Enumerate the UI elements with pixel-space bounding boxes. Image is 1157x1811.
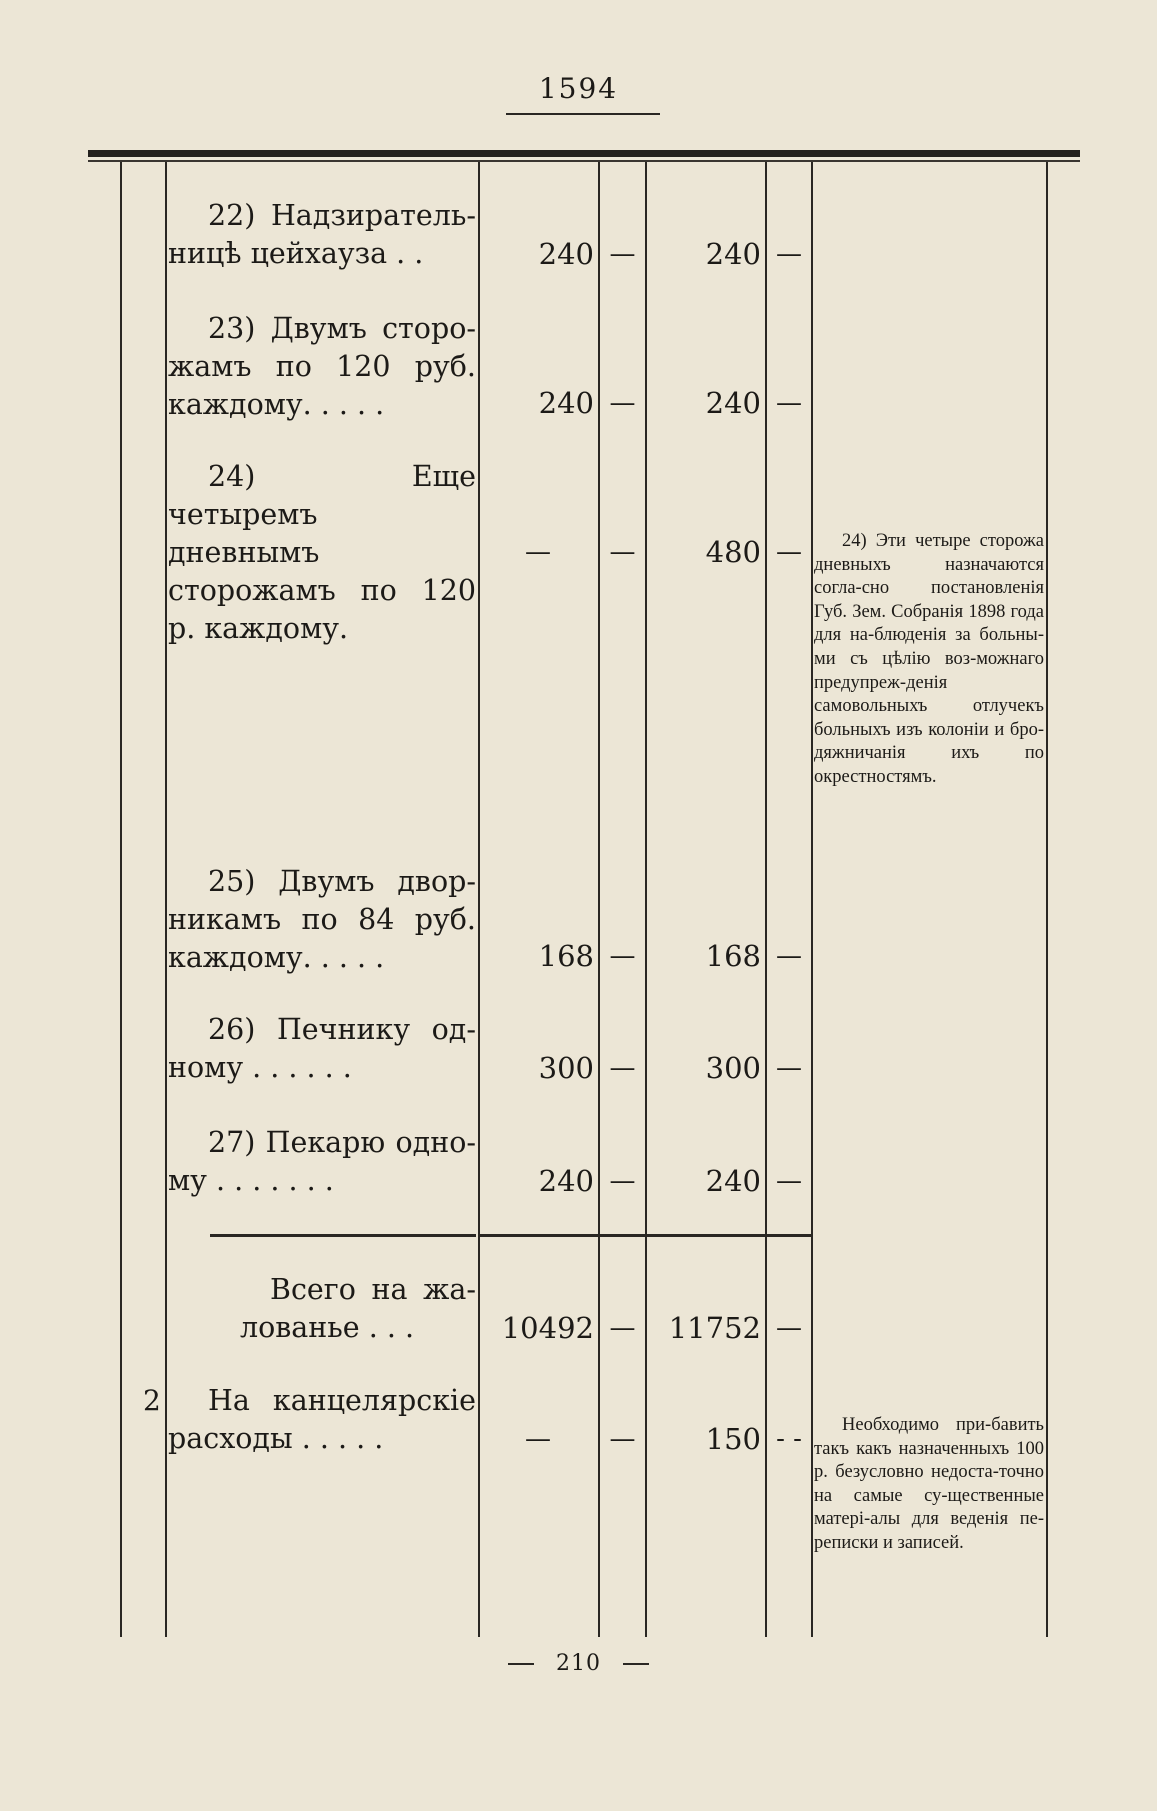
row-25-col2-sep: — <box>776 941 802 971</box>
row-22-col1: 240 <box>538 237 594 271</box>
row-27-col1: 240 <box>538 1164 594 1198</box>
column-rule-left <box>120 162 122 1637</box>
footer-page-number: 210 <box>556 1651 601 1676</box>
total-label: Всего на жа-лованье . . . <box>240 1273 476 1344</box>
section-2-col1-sep: — <box>609 1424 636 1454</box>
row-22-col1-sep: — <box>609 239 636 269</box>
column-rule-label <box>478 162 480 1637</box>
total-rule-col1 <box>480 1234 598 1237</box>
total-col1: 10492 <box>501 1311 594 1345</box>
footer-page-label <box>0 1651 1157 1676</box>
row-23-col2: 240 <box>705 386 761 420</box>
table-top-rule <box>88 150 1080 157</box>
column-rule-number <box>165 162 167 1637</box>
table-top-rule-thin <box>88 160 1080 162</box>
footer-dash-right <box>623 1663 649 1665</box>
total-rule-col2-sep <box>767 1234 811 1237</box>
row-24-col2: 480 <box>705 535 761 569</box>
section-2-number: 2 <box>143 1384 161 1417</box>
row-27-col2: 240 <box>705 1164 761 1198</box>
page-number: 1594 <box>538 72 619 105</box>
section-2-col2-sep: - - <box>776 1424 802 1454</box>
footer-dash-left <box>508 1663 534 1665</box>
row-26-col2-sep: — <box>776 1053 802 1083</box>
row-27-label: 27) Пекарю одно-му . . . . . . . <box>168 1126 476 1197</box>
row-23-col1-sep: — <box>609 388 636 418</box>
column-rule-col2 <box>811 162 813 1637</box>
total-col2-sep: — <box>776 1313 802 1343</box>
row-25-label: 25) Двумъ двор-никамъ по 84 руб. каждому. . . . . <box>168 865 476 974</box>
row-26-col1-sep: — <box>609 1053 636 1083</box>
section-2-col1: — <box>525 1424 551 1454</box>
section-2-note: Необходимо при-бавить такъ какъ назначенныхъ 100 р. безусловно недоста-точно на самые су-щественные матері-алы для веденія пе-реписки и записей. <box>814 1415 1044 1553</box>
row-24-label: 24) Еще четыремъ дневнымъ сторожамъ по 120 р. каждому. <box>168 460 476 645</box>
row-22-label: 22) Надзиратель-ницѣ цейхауза . . <box>168 199 476 270</box>
row-24-note: 24) Эти четыре сторожа дневныхъ назначаются согла-сно постановленія Губ. Зем. Собранія 1898 года для на-блюденія за больны-ми съ цѣлію воз-можнаго предупреж-денія самовольныхъ отлучекъ больныхъ изъ колоніи и бро-дяжничанія ихъ по окрестностямъ. <box>814 531 1044 787</box>
page-number-rule <box>506 113 660 115</box>
row-22-col2: 240 <box>705 237 761 271</box>
section-2-label: На канцелярскіе расходы . . . . . <box>168 1384 476 1455</box>
row-25-col1-sep: — <box>609 941 636 971</box>
row-24-col2-sep: — <box>776 537 802 567</box>
total-rule-label <box>210 1234 476 1237</box>
row-23-col2-sep: — <box>776 388 802 418</box>
column-rule-col1 <box>645 162 647 1637</box>
total-col1-sep: — <box>609 1313 636 1343</box>
row-23-label: 23) Двумъ сторо-жамъ по 120 руб. каждому. . . . . <box>168 312 476 421</box>
row-26-label: 26) Печнику од-ному . . . . . . <box>168 1013 476 1084</box>
column-rule-right <box>1046 162 1048 1637</box>
row-26-col2: 300 <box>705 1051 761 1085</box>
total-rule-col2 <box>647 1234 765 1237</box>
total-col2: 11752 <box>668 1311 761 1345</box>
row-24-col1: — <box>525 537 551 567</box>
total-rule-col1-sep <box>600 1234 645 1237</box>
row-23-col1: 240 <box>538 386 594 420</box>
row-27-col2-sep: — <box>776 1166 802 1196</box>
row-25-col2: 168 <box>705 939 761 973</box>
row-27-col1-sep: — <box>609 1166 636 1196</box>
row-26-col1: 300 <box>538 1051 594 1085</box>
row-24-col1-sep: — <box>609 537 636 567</box>
row-22-col2-sep: — <box>776 239 802 269</box>
section-2-col2: 150 <box>705 1422 761 1456</box>
row-25-col1: 168 <box>538 939 594 973</box>
